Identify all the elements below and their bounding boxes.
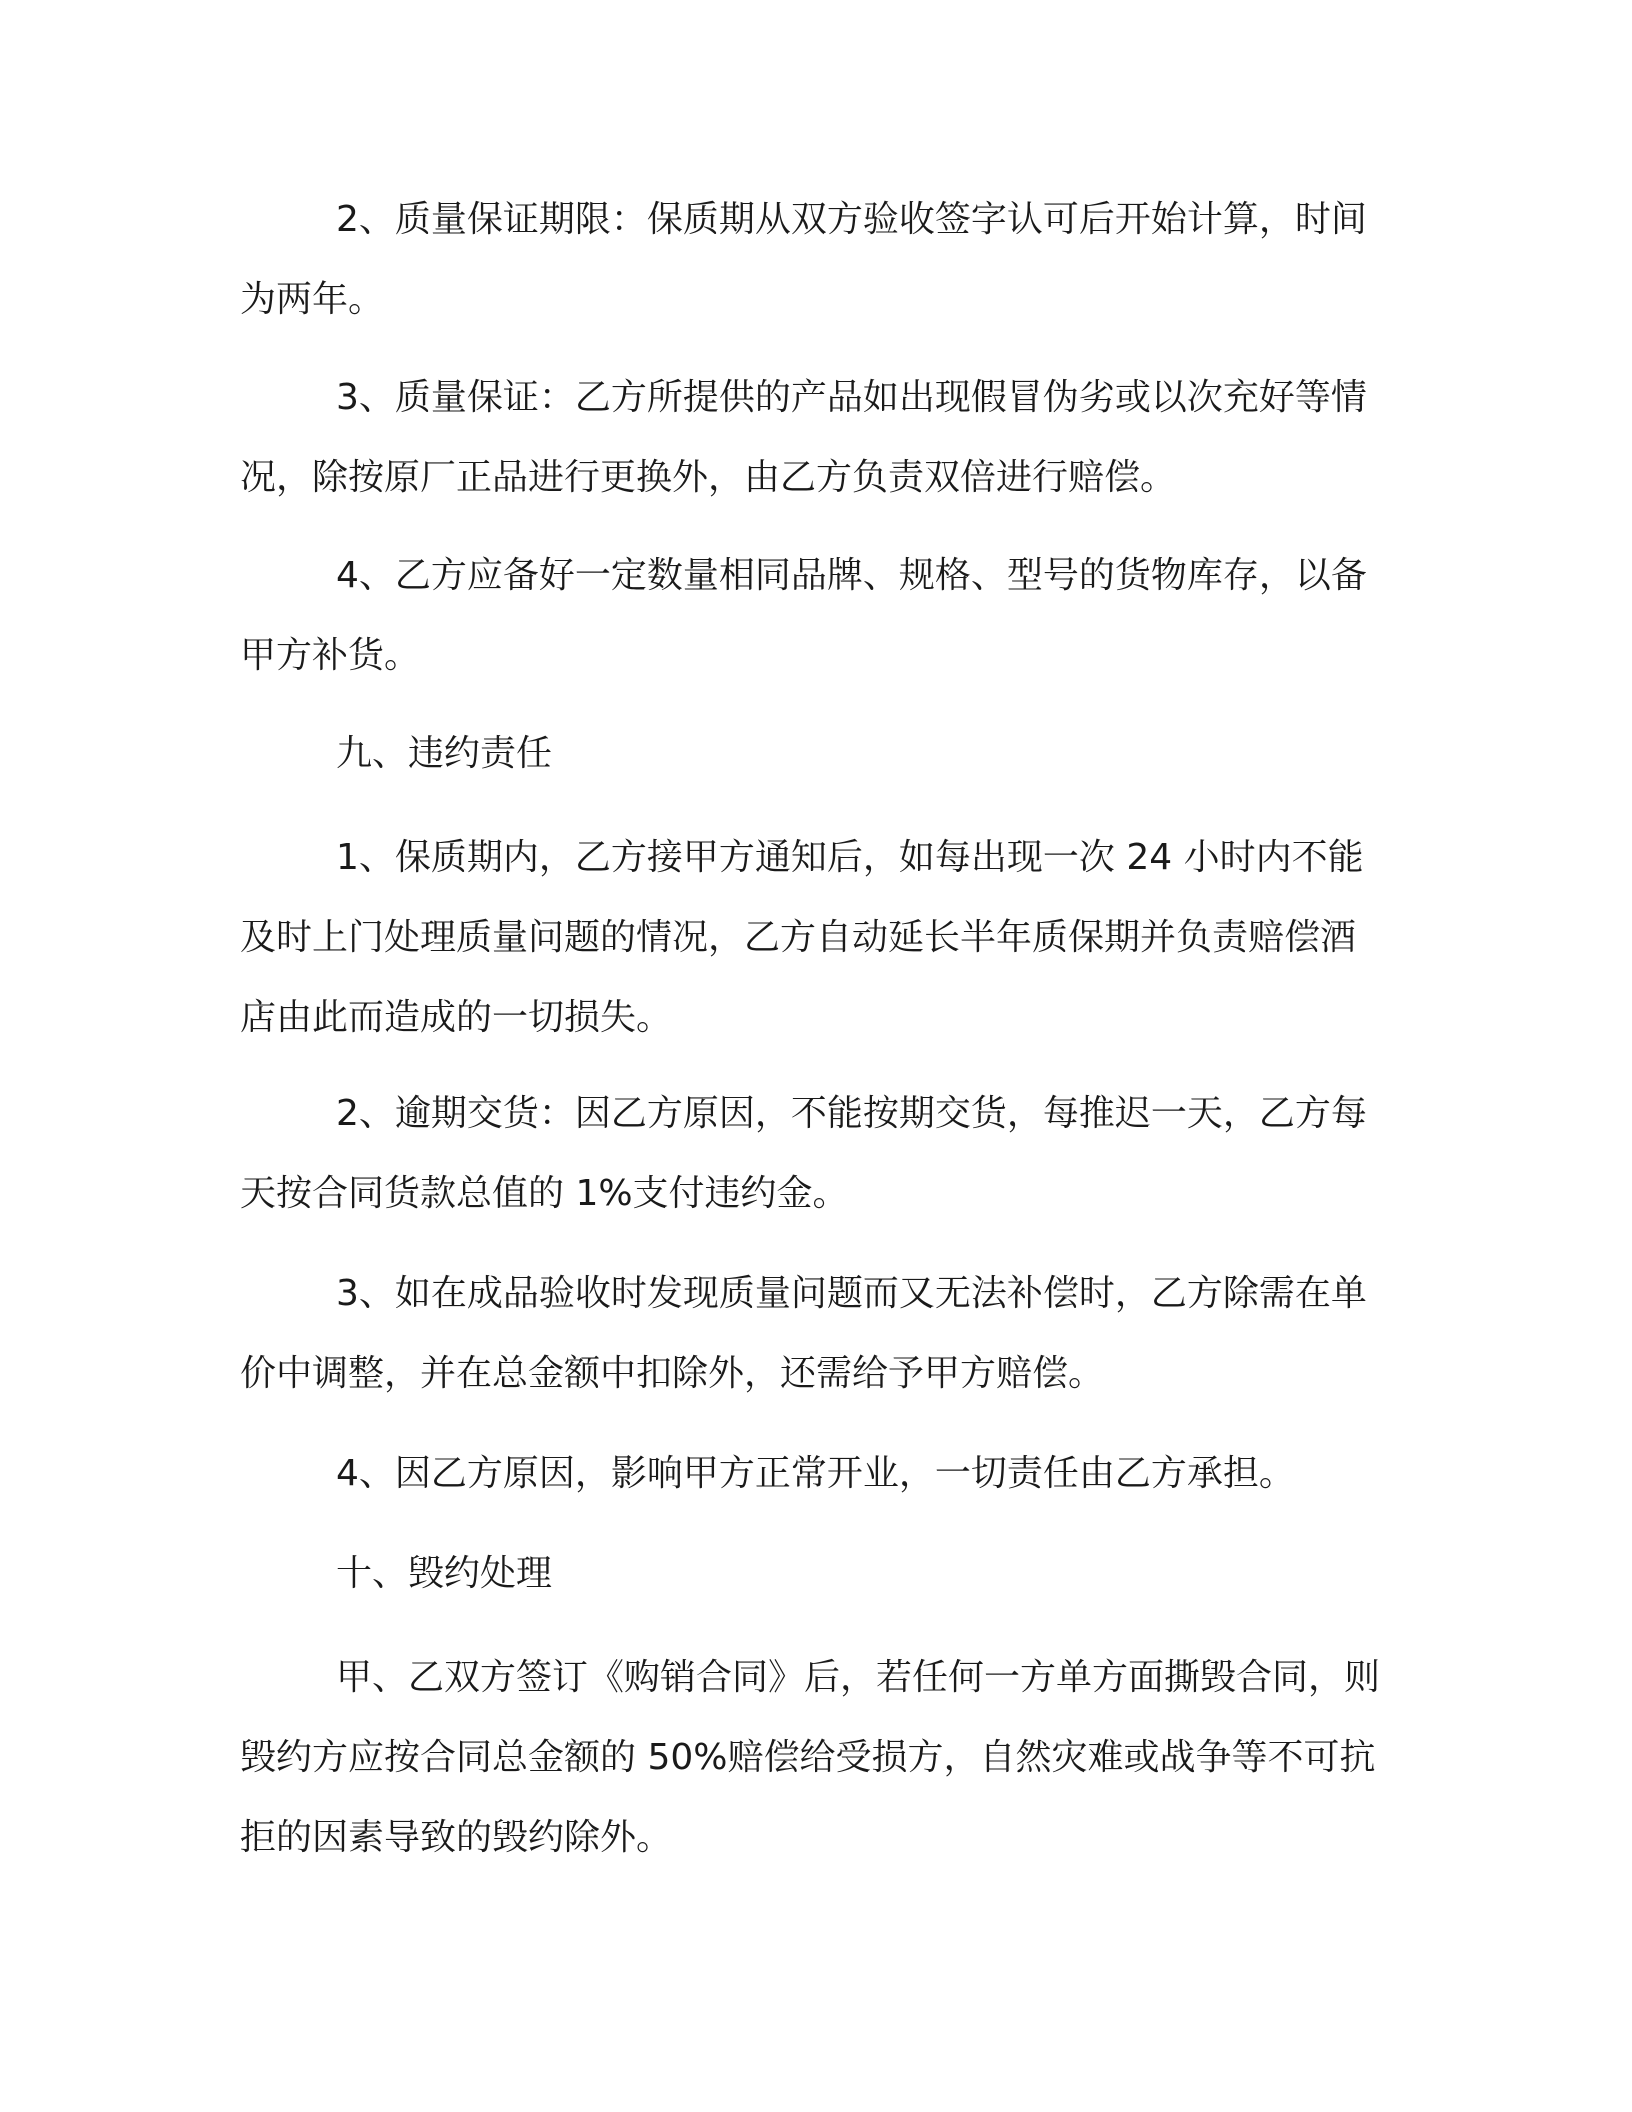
paragraph-late-delivery: 2、逾期交货：因乙方原因，不能按期交货，每推迟一天，乙方每天按合同货款总值的 1%支付违约金。 [240, 1093, 1367, 1214]
heading-breach-handling: 十、毁约处理 [336, 1553, 553, 1594]
paragraph-acceptance-issue: 3、如在成品验收时发现质量问题而又无法补偿时，乙方除需在单价中调整，并在总金额中扣除外，还需给予甲方赔偿。 [240, 1273, 1367, 1394]
paragraph-opening-impact: 4、因乙方原因，影响甲方正常开业，一切责任由乙方承担。 [336, 1453, 1295, 1494]
paragraph-stock: 4、乙方应备好一定数量相同品牌、规格、型号的货物库存，以备甲方补货。 [240, 555, 1367, 676]
paragraph-warranty-response: 1、保质期内，乙方接甲方通知后，如每出现一次 24 小时内不能及时上门处理质量问题的情况，乙方自动延长半年质保期并负责赔偿酒店由此而造成的一切损失。 [240, 837, 1364, 1038]
heading-breach-liability: 九、违约责任 [336, 733, 553, 774]
paragraph-contract-breach: 甲、乙双方签订《购销合同》后，若任何一方单方面撕毁合同，则毁约方应按合同总金额的 50%赔偿给受损方，自然灾难或战争等不可抗拒的因素导致的毁约除外。 [240, 1657, 1381, 1858]
paragraph-quality-period: 2、质量保证期限：保质期从双方验收签字认可后开始计算，时间为两年。 [240, 199, 1367, 320]
paragraph-quality-guarantee: 3、质量保证：乙方所提供的产品如出现假冒伪劣或以次充好等情况，除按原厂正品进行更换外，由乙方负责双倍进行赔偿。 [240, 377, 1367, 498]
